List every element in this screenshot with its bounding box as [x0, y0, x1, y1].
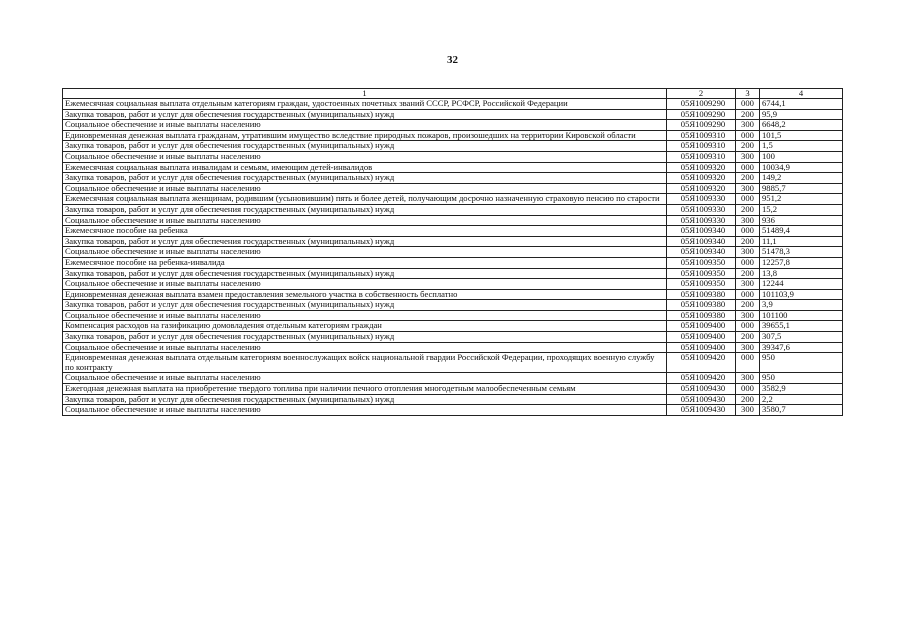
row-code: 05Я1009310: [667, 141, 736, 152]
row-amount: 101100: [760, 310, 843, 321]
row-expense-type: 300: [736, 120, 760, 131]
table-row: [63, 226, 843, 237]
table-row: [63, 120, 843, 131]
row-description: Единовременная денежная выплата взамен предоставления земельного участка в собственность бесплатно: [63, 289, 667, 300]
row-expense-type: 000: [736, 194, 760, 205]
row-amount: 9885,7: [760, 183, 843, 194]
row-code: 05Я1009290: [667, 120, 736, 131]
row-code: 05Я1009380: [667, 289, 736, 300]
row-expense-type: 300: [736, 247, 760, 258]
header-cell: 4: [760, 89, 843, 99]
row-code: 05Я1009350: [667, 279, 736, 290]
row-amount: 95,9: [760, 109, 843, 120]
page-number: 32: [447, 54, 458, 66]
row-description: Социальное обеспечение и иные выплаты населению: [63, 215, 667, 226]
table-row: [63, 384, 843, 395]
row-amount: 15,2: [760, 204, 843, 215]
row-amount: 307,5: [760, 332, 843, 343]
row-description: Ежемесячная социальная выплата женщинам, родившим (усыновившим) пять и более детей, получающим досрочно назначенную страховую пенсию по старости: [63, 194, 667, 205]
row-code: 05Я1009420: [667, 373, 736, 384]
row-code: 05Я1009320: [667, 173, 736, 184]
row-expense-type: 200: [736, 204, 760, 215]
row-code: 05Я1009380: [667, 300, 736, 311]
row-code: 05Я1009290: [667, 109, 736, 120]
row-amount: 51478,3: [760, 247, 843, 258]
table-row: [63, 268, 843, 279]
row-amount: 3582,9: [760, 384, 843, 395]
row-expense-type: 000: [736, 226, 760, 237]
row-expense-type: 000: [736, 321, 760, 332]
row-expense-type: 300: [736, 183, 760, 194]
row-expense-type: 300: [736, 279, 760, 290]
row-amount: 12244: [760, 279, 843, 290]
row-description: Социальное обеспечение и иные выплаты населению: [63, 405, 667, 416]
table-row: [63, 99, 843, 110]
row-code: 05Я1009380: [667, 310, 736, 321]
header-cell: 1: [63, 89, 667, 99]
row-code: 05Я1009330: [667, 204, 736, 215]
row-description: Ежемесячное пособие на ребенка: [63, 226, 667, 237]
table-row: [63, 194, 843, 205]
row-expense-type: 200: [736, 300, 760, 311]
row-description: Социальное обеспечение и иные выплаты населению: [63, 373, 667, 384]
row-description: Социальное обеспечение и иные выплаты населению: [63, 310, 667, 321]
row-code: 05Я1009310: [667, 151, 736, 162]
row-amount: 1,5: [760, 141, 843, 152]
row-amount: 12257,8: [760, 257, 843, 268]
row-expense-type: 000: [736, 289, 760, 300]
table-row: [63, 405, 843, 416]
table-row: [63, 300, 843, 311]
row-description: Закупка товаров, работ и услуг для обеспечения государственных (муниципальных) нужд: [63, 173, 667, 184]
row-code: 05Я1009420: [667, 353, 736, 373]
table-row: [63, 321, 843, 332]
row-expense-type: 200: [736, 109, 760, 120]
row-expense-type: 000: [736, 353, 760, 373]
row-amount: 2,2: [760, 394, 843, 405]
row-expense-type: 300: [736, 342, 760, 353]
row-amount: 13,8: [760, 268, 843, 279]
row-description: Ежегодная денежная выплата на приобретение твердого топлива при наличии печного отопления многодетным малообеспеченным семьям: [63, 384, 667, 395]
row-code: 05Я1009330: [667, 194, 736, 205]
row-description: Закупка товаров, работ и услуг для обеспечения государственных (муниципальных) нужд: [63, 394, 667, 405]
row-description: Социальное обеспечение и иные выплаты населению: [63, 342, 667, 353]
row-expense-type: 300: [736, 373, 760, 384]
table-row: [63, 342, 843, 353]
row-code: 05Я1009430: [667, 384, 736, 395]
row-expense-type: 200: [736, 268, 760, 279]
row-amount: 950: [760, 353, 843, 373]
row-amount: 149,2: [760, 173, 843, 184]
row-amount: 3580,7: [760, 405, 843, 416]
row-expense-type: 000: [736, 130, 760, 141]
row-description: Социальное обеспечение и иные выплаты населению: [63, 183, 667, 194]
row-amount: 100: [760, 151, 843, 162]
row-expense-type: 200: [736, 332, 760, 343]
row-description: Единовременная денежная выплата гражданам, утратившим имущество вследствие природных пожаров, произошедших на территории Кировской области: [63, 130, 667, 141]
row-code: 05Я1009330: [667, 215, 736, 226]
row-description: Закупка товаров, работ и услуг для обеспечения государственных (муниципальных) нужд: [63, 332, 667, 343]
row-code: 05Я1009430: [667, 394, 736, 405]
row-code: 05Я1009310: [667, 130, 736, 141]
row-code: 05Я1009340: [667, 226, 736, 237]
row-amount: 951,2: [760, 194, 843, 205]
table-row: [63, 257, 843, 268]
row-expense-type: 000: [736, 257, 760, 268]
row-expense-type: 000: [736, 384, 760, 395]
row-description: Ежемесячное пособие на ребенка-инвалида: [63, 257, 667, 268]
row-expense-type: 200: [736, 141, 760, 152]
row-code: 05Я1009350: [667, 268, 736, 279]
table-row: [63, 310, 843, 321]
row-amount: 101,5: [760, 130, 843, 141]
row-expense-type: 200: [736, 236, 760, 247]
table-row: [63, 373, 843, 384]
row-amount: 6648,2: [760, 120, 843, 131]
row-description: Единовременная денежная выплата отдельным категориям военнослужащих войск национальной гвардии Российской Федерации, проходящих военную службу по контракту: [63, 353, 667, 373]
table-row: [63, 353, 843, 373]
row-amount: 39655,1: [760, 321, 843, 332]
row-description: Закупка товаров, работ и услуг для обеспечения государственных (муниципальных) нужд: [63, 268, 667, 279]
table-row: [63, 109, 843, 120]
row-code: 05Я1009340: [667, 247, 736, 258]
row-expense-type: 300: [736, 405, 760, 416]
row-expense-type: 000: [736, 99, 760, 110]
row-amount: 51489,4: [760, 226, 843, 237]
budget-table: [62, 88, 843, 416]
row-expense-type: 300: [736, 215, 760, 226]
table-row: [63, 151, 843, 162]
row-expense-type: 200: [736, 173, 760, 184]
row-amount: 11,1: [760, 236, 843, 247]
row-amount: 6744,1: [760, 99, 843, 110]
table-row: [63, 394, 843, 405]
table-row: [63, 162, 843, 173]
row-amount: 39347,6: [760, 342, 843, 353]
row-description: Закупка товаров, работ и услуг для обеспечения государственных (муниципальных) нужд: [63, 236, 667, 247]
row-amount: 950: [760, 373, 843, 384]
row-expense-type: 300: [736, 151, 760, 162]
table-row: [63, 289, 843, 300]
row-expense-type: 000: [736, 162, 760, 173]
row-description: Закупка товаров, работ и услуг для обеспечения государственных (муниципальных) нужд: [63, 141, 667, 152]
table-row: [63, 236, 843, 247]
table-row: [63, 173, 843, 184]
row-description: Закупка товаров, работ и услуг для обеспечения государственных (муниципальных) нужд: [63, 204, 667, 215]
header-cell: 2: [667, 89, 736, 99]
row-amount: 10034,9: [760, 162, 843, 173]
row-code: 05Я1009340: [667, 236, 736, 247]
row-code: 05Я1009430: [667, 405, 736, 416]
table-row: [63, 332, 843, 343]
row-expense-type: 200: [736, 394, 760, 405]
row-description: Социальное обеспечение и иные выплаты населению: [63, 247, 667, 258]
row-description: Социальное обеспечение и иные выплаты населению: [63, 279, 667, 290]
row-amount: 3,9: [760, 300, 843, 311]
row-code: 05Я1009400: [667, 332, 736, 343]
row-code: 05Я1009320: [667, 183, 736, 194]
table-row: [63, 204, 843, 215]
row-code: 05Я1009400: [667, 342, 736, 353]
row-amount: 936: [760, 215, 843, 226]
row-description: Ежемесячная социальная выплата отдельным категориям граждан, удостоенных почетных званий СССР, РСФСР, Российской Федерации: [63, 99, 667, 110]
row-amount: 101103,9: [760, 289, 843, 300]
row-code: 05Я1009350: [667, 257, 736, 268]
table-row: [63, 130, 843, 141]
table-row: [63, 279, 843, 290]
row-description: Компенсация расходов на газификацию домовладения отдельным категориям граждан: [63, 321, 667, 332]
table-header-row: [63, 89, 843, 99]
row-description: Закупка товаров, работ и услуг для обеспечения государственных (муниципальных) нужд: [63, 109, 667, 120]
row-description: Социальное обеспечение и иные выплаты населению: [63, 120, 667, 131]
row-description: Социальное обеспечение и иные выплаты населению: [63, 151, 667, 162]
row-code: 05Я1009320: [667, 162, 736, 173]
row-expense-type: 300: [736, 310, 760, 321]
header-cell: 3: [736, 89, 760, 99]
table-row: [63, 247, 843, 258]
row-description: Ежемесячная социальная выплата инвалидам и семьям, имеющим детей-инвалидов: [63, 162, 667, 173]
row-code: 05Я1009290: [667, 99, 736, 110]
row-description: Закупка товаров, работ и услуг для обеспечения государственных (муниципальных) нужд: [63, 300, 667, 311]
row-code: 05Я1009400: [667, 321, 736, 332]
table-row: [63, 183, 843, 194]
table-row: [63, 141, 843, 152]
table-row: [63, 215, 843, 226]
